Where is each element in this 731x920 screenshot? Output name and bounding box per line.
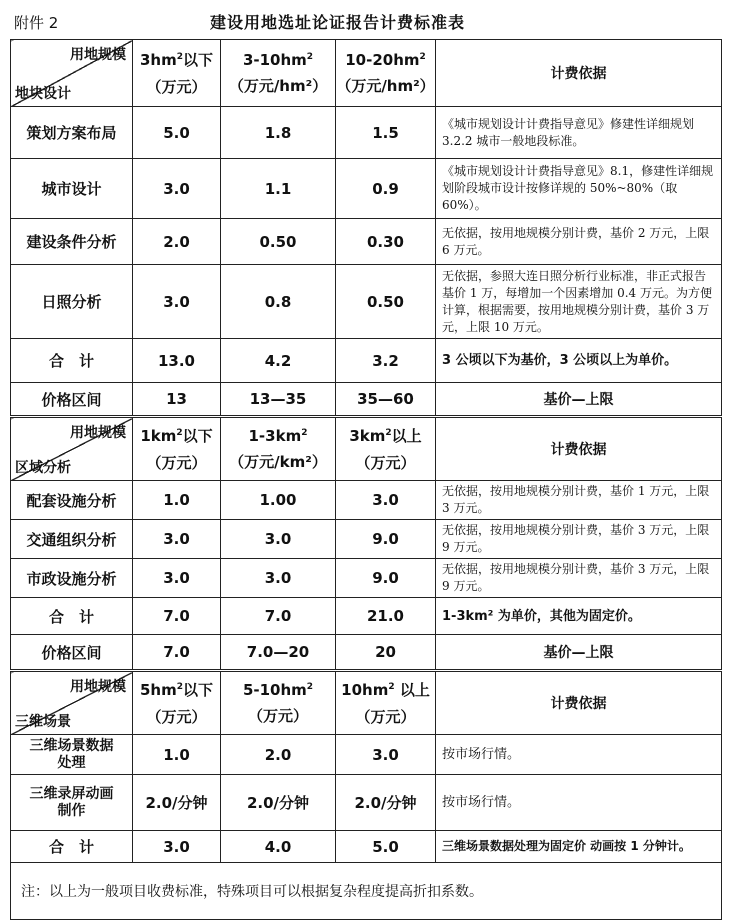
table-row [11, 383, 722, 417]
cell-value: 7.0 [221, 598, 336, 635]
table-row [11, 481, 722, 520]
cell-value: 2.0 [133, 219, 221, 265]
s3-header-row [11, 671, 722, 735]
cell-value: 20 [336, 635, 436, 671]
row-label: 三维场景数据 处理 [11, 735, 133, 775]
basis-text: 3 公顷以下为基价，3 公顷以上为单价。 [436, 339, 722, 383]
s3-diag-top-label: 用地规模 [70, 679, 126, 695]
row-label: 建设条件分析 [11, 219, 133, 265]
cell-value: 3.0 [221, 559, 336, 598]
cell-value: 7.0 [133, 598, 221, 635]
s2-diag-bottom-label: 区域分析 [15, 460, 71, 476]
basis-text: 基价—上限 [436, 383, 722, 417]
basis-text: 无依据，按用地规模分别计费，基价 1 万元，上限 3 万元。 [436, 481, 722, 520]
table-row [11, 339, 722, 383]
row-label: 合 计 [11, 831, 133, 863]
cell-value: 3.0 [133, 159, 221, 219]
s1-col-2: $3-10hm^2$ （万元/hm²） [221, 40, 336, 107]
row-label: 合 计 [11, 339, 133, 383]
cell-value: 0.50 [336, 265, 436, 339]
table-row [11, 559, 722, 598]
basis-text: 无依据，按用地规模分别计费，基价 2 万元，上限 6 万元。 [436, 219, 722, 265]
s1-basis-header: 计费依据 [436, 40, 722, 107]
table-row [11, 219, 722, 265]
cell-value: 3.0 [336, 735, 436, 775]
attachment-label: 附件 2 [14, 14, 59, 32]
cell-value: 7.0—20 [221, 635, 336, 671]
s2-diag-top-label: 用地规模 [70, 425, 126, 441]
cell-value: 3.2 [336, 339, 436, 383]
basis-text: 基价—上限 [436, 635, 722, 671]
cell-value: 1.8 [221, 107, 336, 159]
cell-value: 5.0 [336, 831, 436, 863]
table-row [11, 598, 722, 635]
s2-col-3: $3km^2$以上 （万元） [336, 417, 436, 481]
table-row [11, 635, 722, 671]
table-row [11, 159, 722, 219]
cell-value: 13 [133, 383, 221, 417]
row-label: 配套设施分析 [11, 481, 133, 520]
cell-value: 0.8 [221, 265, 336, 339]
fee-standard-table [10, 39, 722, 920]
s1-diagonal-header [11, 40, 133, 107]
basis-text: 《城市规划设计计费指导意见》修建性详细规划 3.2.2 城市一般地段标准。 [436, 107, 722, 159]
footnote: 注：以上为一般项目收费标准，特殊项目可以根据复杂程度提高折扣系数。 [11, 863, 722, 920]
s3-col-1: $5hm^2$以下 （万元） [133, 671, 221, 735]
s2-header-row [11, 417, 722, 481]
basis-text: 无依据，参照大连日照分析行业标准，非正式报告基价 1 万，每增加一个因素增加 0.4 万元。为方便计算，根据需要，按用地规模分别计费，基价 3 万元，上限 10 万元。 [436, 265, 722, 339]
table-row [11, 520, 722, 559]
table-row [11, 265, 722, 339]
cell-value: 3.0 [336, 481, 436, 520]
cell-value: 3.0 [133, 831, 221, 863]
row-label: 三维录屏动画 制作 [11, 775, 133, 831]
document-title: 建设用地选址论证报告计费标准表 [210, 13, 466, 32]
cell-value: 2.0/分钟 [336, 775, 436, 831]
row-label: 价格区间 [11, 383, 133, 417]
cell-value: 1.0 [133, 481, 221, 520]
cell-value: 35—60 [336, 383, 436, 417]
s3-col-3: $10hm^2$ 以上 （万元） [336, 671, 436, 735]
row-label: 城市设计 [11, 159, 133, 219]
cell-value: 4.2 [221, 339, 336, 383]
s2-basis-header: 计费依据 [436, 417, 722, 481]
cell-value: 3.0 [221, 520, 336, 559]
basis-text: 无依据，按用地规模分别计费，基价 3 万元，上限 9 万元。 [436, 559, 722, 598]
s2-diagonal-header [11, 417, 133, 481]
row-label: 市政设施分析 [11, 559, 133, 598]
basis-text: 1-3km² 为单价，其他为固定价。 [436, 598, 722, 635]
row-label: 策划方案布局 [11, 107, 133, 159]
cell-value: 2.0 [221, 735, 336, 775]
basis-text: 无依据，按用地规模分别计费，基价 3 万元，上限 9 万元。 [436, 520, 722, 559]
cell-value: 3.0 [133, 265, 221, 339]
cell-value: 4.0 [221, 831, 336, 863]
cell-value: 9.0 [336, 559, 436, 598]
s1-diag-bottom-label: 地块设计 [15, 86, 71, 102]
cell-value: 1.1 [221, 159, 336, 219]
s1-diag-top-label: 用地规模 [70, 47, 126, 63]
row-label: 日照分析 [11, 265, 133, 339]
table-row [11, 831, 722, 863]
table-row [11, 735, 722, 775]
row-label: 价格区间 [11, 635, 133, 671]
s3-diagonal-header [11, 671, 133, 735]
cell-value: 13.0 [133, 339, 221, 383]
s3-basis-header: 计费依据 [436, 671, 722, 735]
cell-value: 21.0 [336, 598, 436, 635]
cell-value: 2.0/分钟 [133, 775, 221, 831]
cell-value: 7.0 [133, 635, 221, 671]
s2-col-1: $1km^2$以下 （万元） [133, 417, 221, 481]
s3-diag-bottom-label: 三维场景 [15, 714, 71, 730]
cell-value: 13—35 [221, 383, 336, 417]
cell-value: 9.0 [336, 520, 436, 559]
basis-text: 按市场行情。 [436, 735, 722, 775]
cell-value: 0.9 [336, 159, 436, 219]
cell-value: 1.0 [133, 735, 221, 775]
cell-value: 2.0/分钟 [221, 775, 336, 831]
cell-value: 1.00 [221, 481, 336, 520]
s1-col-3: $10-20hm^2$ （万元/hm²） [336, 40, 436, 107]
cell-value: 1.5 [336, 107, 436, 159]
cell-value: 5.0 [133, 107, 221, 159]
cell-value: 0.30 [336, 219, 436, 265]
s2-col-2: $1-3km^2$ （万元/km²） [221, 417, 336, 481]
basis-text: 按市场行情。 [436, 775, 722, 831]
cell-value: 3.0 [133, 559, 221, 598]
s3-col-2: $5-10hm^2$ （万元） [221, 671, 336, 735]
note-row [11, 863, 722, 920]
table-row [11, 775, 722, 831]
s1-header-row [11, 40, 722, 107]
row-label: 合 计 [11, 598, 133, 635]
cell-value: 3.0 [133, 520, 221, 559]
s1-col-1: $3hm^2$以下 （万元） [133, 40, 221, 107]
basis-text: 《城市规划设计计费指导意见》8.1，修建性详细规划阶段城市设计按修详规的 50%~80%（取 60%）。 [436, 159, 722, 219]
cell-value: 0.50 [221, 219, 336, 265]
basis-text: 三维场景数据处理为固定价 动画按 1 分钟计。 [436, 831, 722, 863]
row-label: 交通组织分析 [11, 520, 133, 559]
table-row [11, 107, 722, 159]
